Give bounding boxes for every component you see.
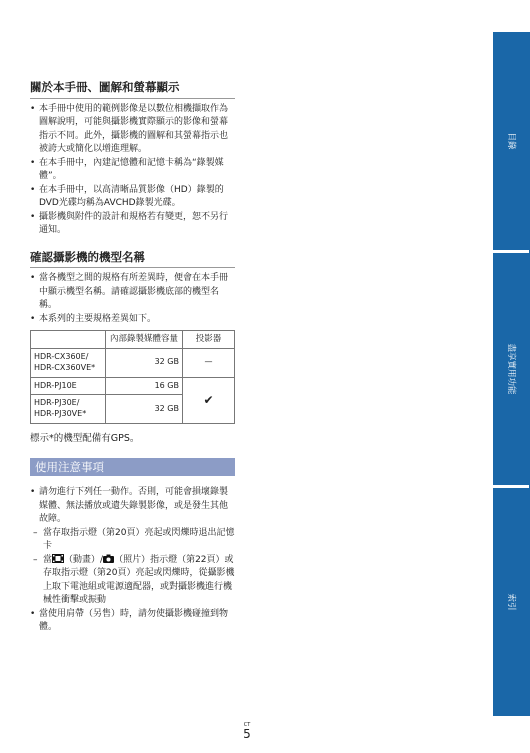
projector-cell: — <box>183 349 235 378</box>
tab-label: 目錄 <box>505 132 516 150</box>
table-header: 內部錄製媒體容量 <box>106 331 183 349</box>
list-item: • 攝影機與附件的設計和規格若有變更，恕不另行通知。 <box>30 211 235 238</box>
tab-contents[interactable] <box>493 32 530 250</box>
capacity-cell: 16 GB <box>106 377 183 395</box>
model-cell: HDR-PJ30E/ HDR-PJ30VE* <box>31 395 106 424</box>
tab-label: 索引 <box>505 593 516 611</box>
list-item: • 在本手冊中，以高清晰品質影像（HD）錄製的DVD光碟均稱為AVCHD錄製光碟。 <box>30 184 235 211</box>
capacity-cell: 32 GB <box>106 395 183 424</box>
sub-text: （照片）指示燈（第22頁）或存取指示燈（第20頁）亮起或閃爍時，從攝影機上取下電池組或電源適配器，或對攝影機進行機械性衝擊或振動 <box>43 554 235 606</box>
tab-useful-functions[interactable] <box>493 253 530 485</box>
section-title-models: 確認攝影機的機型名稱 <box>30 250 235 269</box>
sub-text: （動畫）/ <box>64 554 104 565</box>
projector-cell <box>183 377 235 423</box>
main-content <box>30 80 235 635</box>
gps-note: 標示*的機型配備有GPS。 <box>30 433 140 445</box>
page-number <box>238 722 256 740</box>
model-list <box>30 272 235 326</box>
spec-table <box>30 330 235 424</box>
check-icon: ✔ <box>203 393 214 408</box>
camera-icon <box>103 554 114 563</box>
list-item: • 在本手冊中，內建記憶體和記憶卡稱為“錄製媒體”。 <box>30 157 235 184</box>
list-item: • 本手冊中使用的範例影像是以數位相機擷取作為圖解說明，可能與攝影機實際顯示的影像和螢幕指示不同。此外，攝影機的圖解和其螢幕指示也被誇大或簡化以增進理解。 <box>30 103 235 157</box>
list-item: • 請勿進行下列任一動作。否則，可能會損壞錄製媒體、無法播放或遺失錄製影像，或是發生其他故障。 <box>30 486 235 527</box>
model-cell: HDR-CX360E/ HDR-CX360VE* <box>31 349 106 378</box>
section-title-precautions: 使用注意事項 <box>30 458 235 476</box>
side-tabs <box>493 32 530 719</box>
capacity-cell: 32 GB <box>106 349 183 378</box>
sub-list-item <box>30 554 235 608</box>
sub-list-item: – 當存取指示燈（第20頁）亮起或閃爍時退出記憶卡 <box>30 527 235 554</box>
table-header <box>31 331 106 349</box>
list-item: • 當使用肩帶（另售）時，請勿使攝影機碰撞到物體。 <box>30 608 235 635</box>
tab-label: 盡享實用功能 <box>505 343 516 395</box>
sub-text: 當 <box>43 554 53 565</box>
precautions-list <box>30 486 235 635</box>
movie-mode-icon <box>52 554 64 563</box>
tab-index[interactable] <box>493 488 530 716</box>
model-cell: HDR-PJ10E <box>31 377 106 395</box>
page-number-value: 5 <box>243 727 251 741</box>
list-item: • 本系列的主要規格差異如下。 <box>30 313 235 327</box>
table-header-row <box>31 331 235 349</box>
table-row <box>31 349 235 378</box>
about-list <box>30 103 235 238</box>
list-item: • 當各機型之間的規格有所差異時，便會在本手冊中顯示機型名稱。請確認攝影機底部的機型名稱。 <box>30 272 235 313</box>
table-row <box>31 377 235 395</box>
model-section <box>30 250 235 445</box>
section-title-about: 關於本手冊、圖解和螢幕顯示 <box>30 80 235 99</box>
language-code: CT <box>243 722 251 728</box>
table-header: 投影器 <box>183 331 235 349</box>
